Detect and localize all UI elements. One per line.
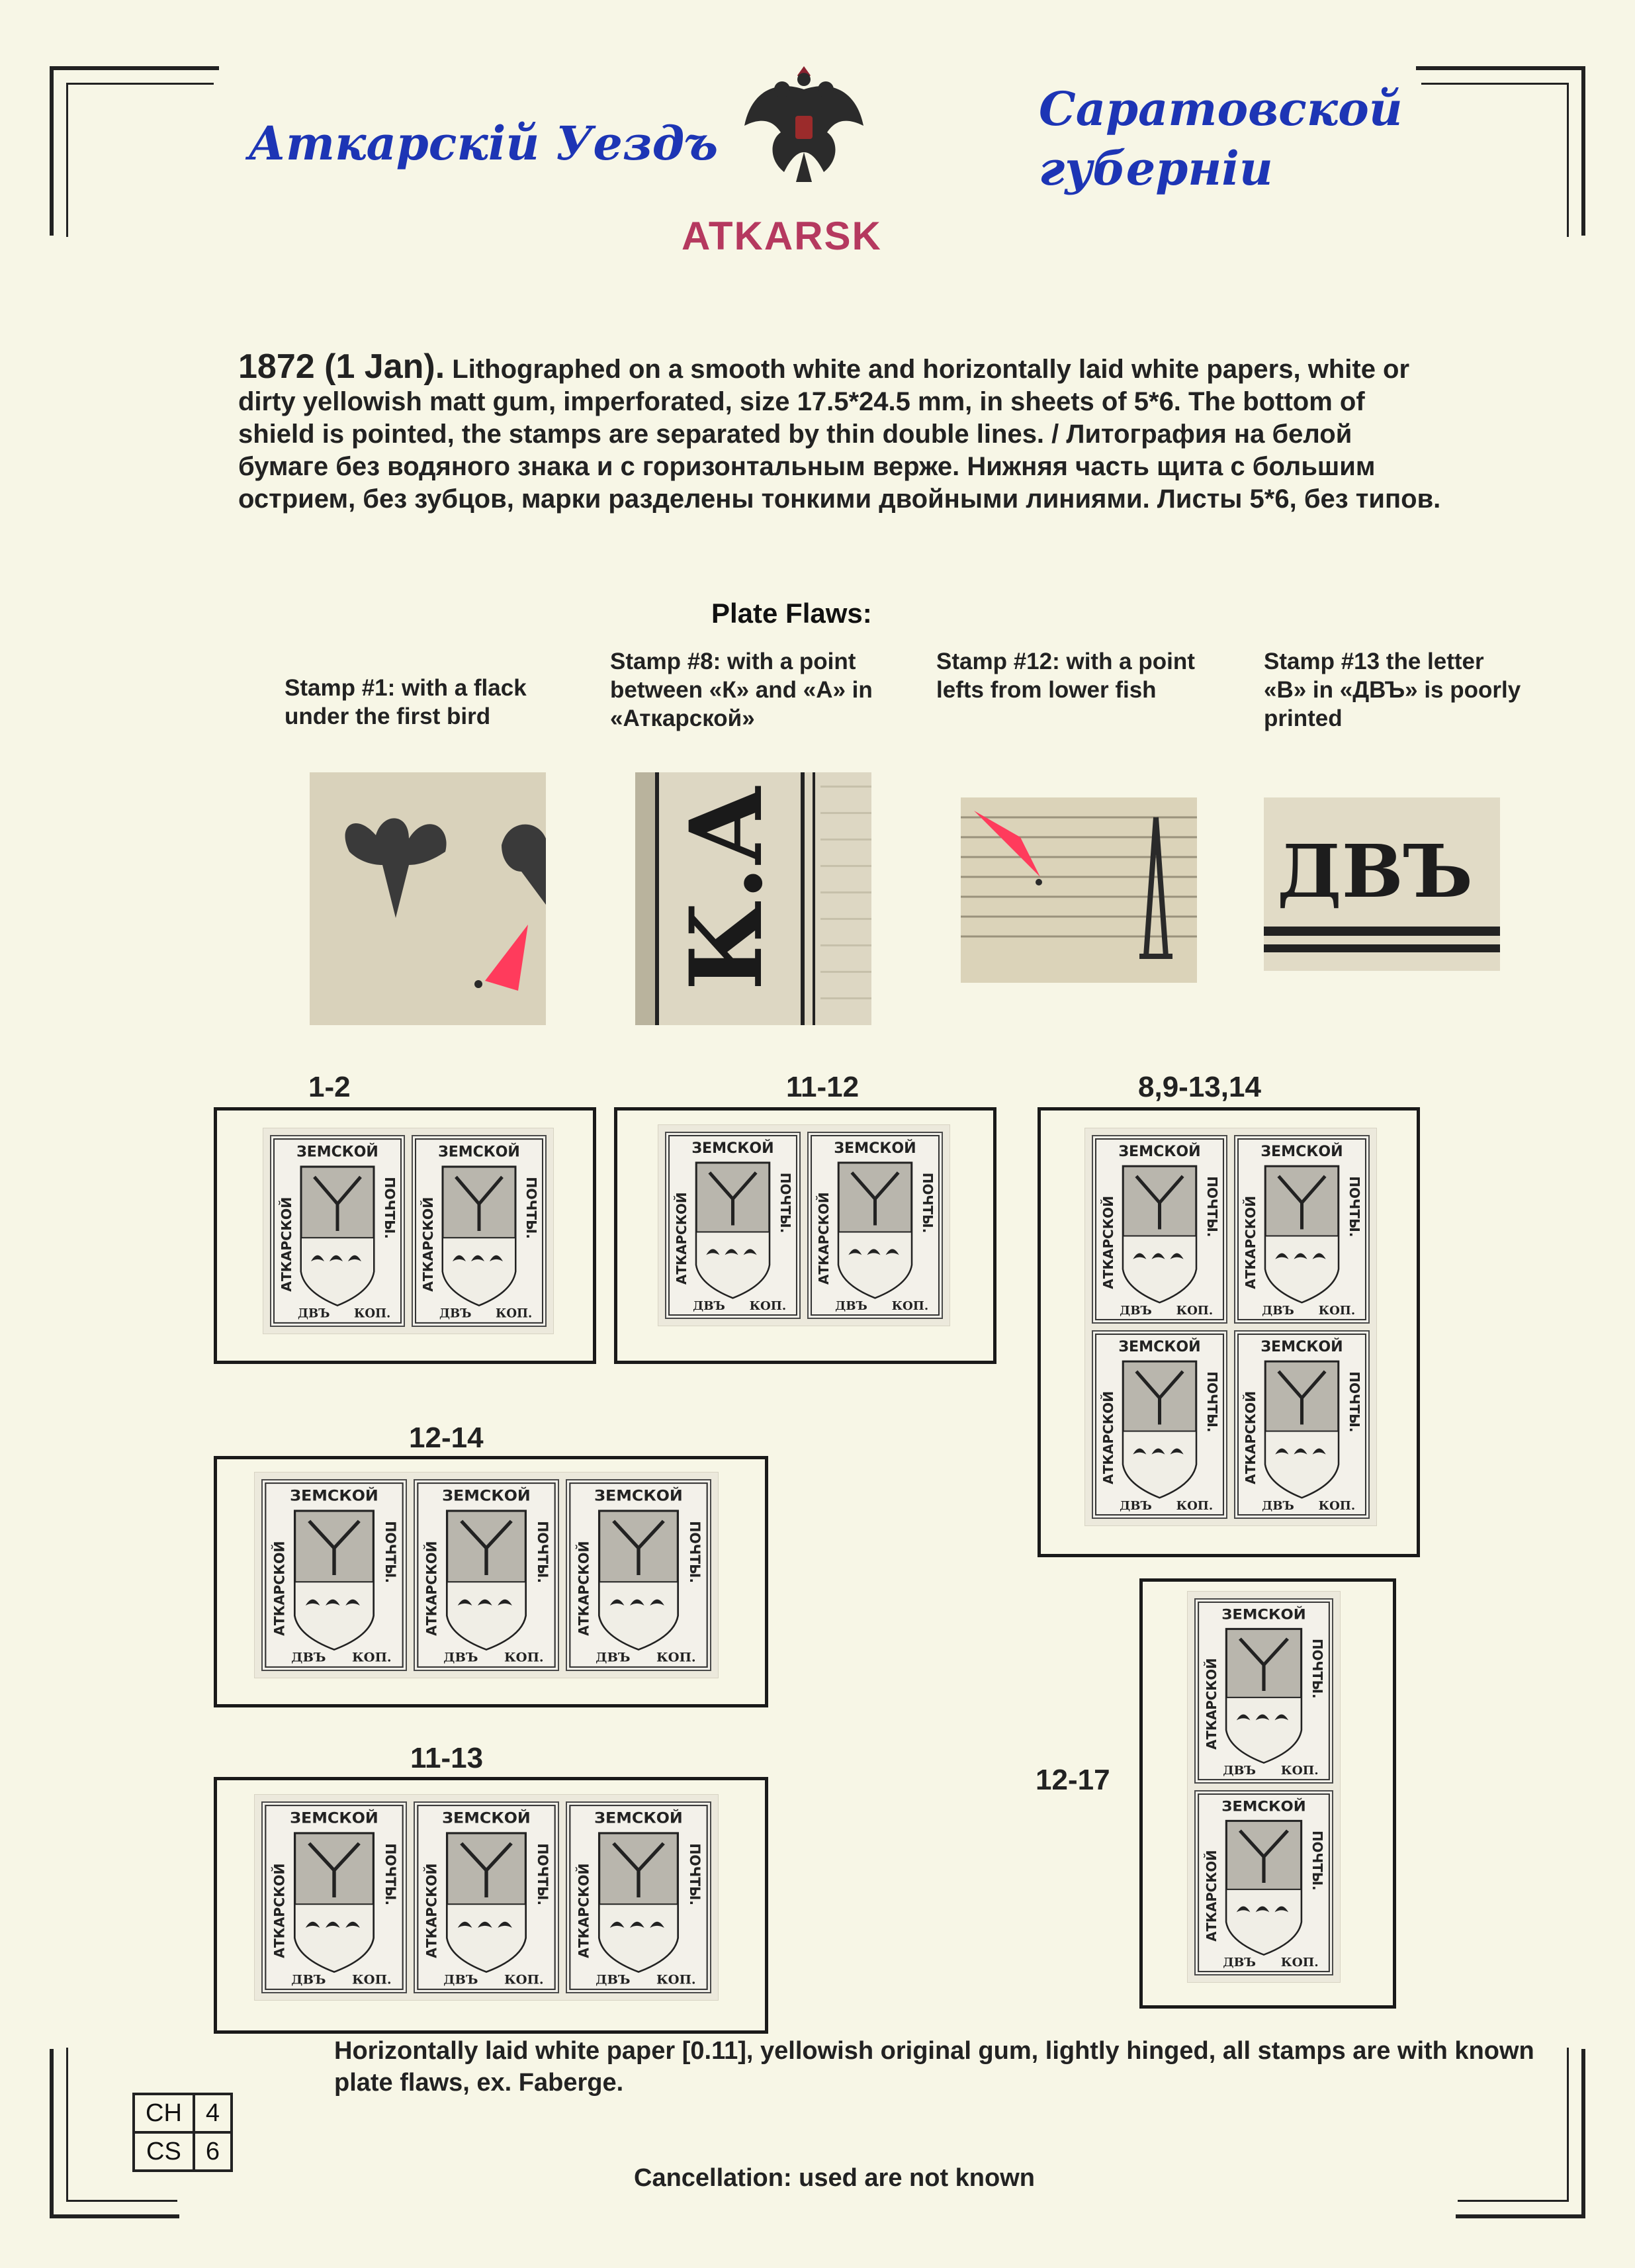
stamp-text-top: ЗЕМСКОЙ xyxy=(691,1140,774,1157)
stamp-text-left: АТКАРСКОЙ xyxy=(1203,1850,1220,1942)
flaw-image-3 xyxy=(961,797,1197,983)
stamp-text-left: АТКАРСКОЙ xyxy=(1243,1390,1259,1484)
stamp-text-bottom-right: КОП. xyxy=(354,1306,391,1321)
group-label-11-13: 11-13 xyxy=(410,1742,484,1774)
flaw-image-2 xyxy=(635,772,871,1025)
stamp xyxy=(261,1801,407,1993)
description-lead: 1872 (1 Jan). xyxy=(238,347,445,386)
stamp-text-left: АТКАРСКОЙ xyxy=(1203,1658,1220,1750)
flaw-image-1 xyxy=(310,772,546,1025)
header-right-script xyxy=(1039,79,1403,199)
stamp-text-left: АТКАРСКОЙ xyxy=(270,1863,288,1958)
stamp-text-top: ЗЕМСКОЙ xyxy=(442,1810,531,1827)
header-right-line2: губерніи xyxy=(1039,141,1273,196)
stamp-text-top: ЗЕМСКОЙ xyxy=(290,1810,378,1827)
flaw-image-4 xyxy=(1264,797,1500,971)
stamp-text-bottom-right: КОП. xyxy=(656,1651,696,1665)
flaw-2-text: К.А xyxy=(668,785,785,991)
cancellation-note: Cancellation: used are not known xyxy=(634,2164,1035,2192)
stamp-block-11-12 xyxy=(658,1125,950,1326)
stamp-text-bottom-right: КОП. xyxy=(352,1973,392,1987)
stamp-text-bottom-right: КОП. xyxy=(1280,1764,1319,1778)
stamp-text-top: ЗЕМСКОЙ xyxy=(296,1143,378,1161)
stamp xyxy=(414,1801,559,1993)
catalog-key: CH xyxy=(134,2094,194,2132)
stamp xyxy=(566,1479,711,1671)
stamp-text-right: ПОЧТЫ. xyxy=(1346,1371,1362,1433)
stamp-text-bottom-left: ДВЪ xyxy=(596,1651,631,1665)
plate-flaws-heading: Plate Flaws: xyxy=(711,598,872,629)
stamp-text-bottom-right: КОП. xyxy=(504,1651,544,1665)
stamp-text-right: ПОЧТЫ. xyxy=(777,1172,793,1234)
stamp-text-top: ЗЕМСКОЙ xyxy=(1260,1338,1343,1356)
stamp-text-bottom-left: ДВЪ xyxy=(443,1651,478,1665)
stamp xyxy=(414,1479,559,1671)
stamp-block-11-13 xyxy=(255,1795,718,2000)
stamp-text-right: ПОЧТЫ. xyxy=(1346,1176,1362,1238)
stamp-block-12-14 xyxy=(255,1473,718,1678)
stamp-text-bottom-right: КОП. xyxy=(656,1973,696,1987)
stamp-text-top: ЗЕМСКОЙ xyxy=(438,1143,520,1161)
stamp-text-top: ЗЕМСКОЙ xyxy=(834,1140,916,1157)
stamp-text-top: ЗЕМСКОЙ xyxy=(290,1488,378,1505)
stamp-text-right: ПОЧТЫ. xyxy=(686,1521,704,1584)
stamp-text-bottom-right: КОП. xyxy=(504,1973,544,1987)
stamp-text-bottom-right: КОП. xyxy=(1176,1498,1214,1513)
stamp-text-right: ПОЧТЫ. xyxy=(686,1843,704,1906)
stamp-text-bottom-left: ДВЪ xyxy=(291,1973,326,1987)
stamp-text-right: ПОЧТЫ. xyxy=(534,1521,552,1584)
stamp-text-bottom-left: ДВЪ xyxy=(298,1306,330,1321)
group-label-8-9-13-14: 8,9-13,14 xyxy=(1138,1071,1261,1103)
stamp-text-bottom-right: КОП. xyxy=(496,1306,533,1321)
header-right-line1: Саратовской xyxy=(1039,81,1403,136)
double-headed-eagle-icon xyxy=(734,53,873,199)
stamp-text-bottom-left: ДВЪ xyxy=(835,1299,867,1314)
stamp-text-right: ПОЧТЫ. xyxy=(1204,1371,1220,1433)
corner-bracket-top-left-inner xyxy=(66,83,214,237)
group-label-12-17: 12-17 xyxy=(1036,1764,1110,1796)
stamp-text-right: ПОЧТЫ. xyxy=(382,1177,398,1240)
stamp xyxy=(412,1135,547,1327)
stamp xyxy=(665,1132,801,1319)
stamp xyxy=(807,1132,943,1319)
stamp-text-bottom-left: ДВЪ xyxy=(1120,1303,1152,1318)
catalog-value: 4 xyxy=(194,2094,232,2132)
stamp xyxy=(566,1801,711,1993)
stamp-text-right: ПОЧТЫ. xyxy=(534,1843,552,1906)
stamp-text-right: ПОЧТЫ. xyxy=(523,1177,539,1240)
stamp-text-right: ПОЧТЫ. xyxy=(1309,1639,1326,1699)
stamp-text-bottom-right: КОП. xyxy=(749,1299,787,1314)
stamp-text-top: ЗЕМСКОЙ xyxy=(1221,1606,1306,1623)
stamp-text-bottom-left: ДВЪ xyxy=(443,1973,478,1987)
stamp-text-left: АТКАРСКОЙ xyxy=(1100,1390,1117,1484)
stamp-text-top: ЗЕМСКОЙ xyxy=(594,1810,683,1827)
stamp-text-bottom-right: КОП. xyxy=(1318,1303,1356,1318)
catalog-row-ch xyxy=(134,2094,232,2132)
flaw-caption-3: Stamp #12: with a point lefts from lower fish xyxy=(936,649,1195,703)
description xyxy=(238,347,1442,516)
stamp-block-1-2 xyxy=(263,1128,553,1334)
stamp-text-left: АТКАРСКОЙ xyxy=(816,1192,832,1285)
catalog-row-cs xyxy=(134,2132,232,2171)
group-label-12-14: 12-14 xyxy=(409,1422,484,1454)
stamp-text-left: АТКАРСКОЙ xyxy=(1243,1195,1259,1289)
catalog-key: CS xyxy=(134,2132,194,2171)
stamp xyxy=(1234,1330,1370,1519)
stamp-text-right: ПОЧТЫ. xyxy=(919,1172,936,1234)
stamp-text-left: АТКАРСКОЙ xyxy=(674,1192,690,1285)
corner-bracket-top-right-inner xyxy=(1421,83,1569,237)
stamp-text-left: АТКАРСКОЙ xyxy=(270,1541,288,1636)
stamp-text-bottom-right: КОП. xyxy=(1176,1303,1214,1318)
stamp-text-bottom-left: ДВЪ xyxy=(1223,1956,1257,1970)
stamp xyxy=(270,1135,405,1327)
stamp-text-bottom-left: ДВЪ xyxy=(291,1651,326,1665)
stamp-text-bottom-right: КОП. xyxy=(352,1651,392,1665)
flaw-caption-1: Stamp #1: with a flack under the first bird xyxy=(285,675,527,729)
flaw-caption-2: Stamp #8: with a point between «К» and «А» in «Аткарской» xyxy=(610,649,873,731)
stamp-text-right: ПОЧТЫ. xyxy=(1309,1831,1326,1891)
stamp-text-right: ПОЧТЫ. xyxy=(382,1521,400,1584)
catalog-value: 6 xyxy=(194,2132,232,2171)
stamp-text-bottom-left: ДВЪ xyxy=(693,1299,725,1314)
stamp-text-top: ЗЕМСКОЙ xyxy=(1118,1338,1201,1356)
stamp xyxy=(1194,1598,1333,1784)
stamp-text-left: АТКАРСКОЙ xyxy=(422,1863,440,1958)
stamp-text-left: АТКАРСКОЙ xyxy=(574,1541,592,1636)
header-left-script: Аткарскій Уездъ xyxy=(248,116,719,171)
stamp-text-bottom-left: ДВЪ xyxy=(1223,1764,1257,1778)
stamp-text-top: ЗЕМСКОЙ xyxy=(594,1488,683,1505)
stamp-text-top: ЗЕМСКОЙ xyxy=(1221,1798,1306,1815)
stamp-block-8-9-13-14 xyxy=(1085,1128,1376,1525)
stamp-text-left: АТКАРСКОЙ xyxy=(574,1863,592,1958)
stamp-text-left: АТКАРСКОЙ xyxy=(422,1541,440,1636)
stamp-text-left: АТКАРСКОЙ xyxy=(279,1197,294,1292)
stamp-text-bottom-left: ДВЪ xyxy=(1120,1498,1152,1513)
stamp-text-left: АТКАРСКОЙ xyxy=(420,1197,436,1292)
group-label-1-2: 1-2 xyxy=(308,1071,351,1103)
flaw-4-text: ДВЪ xyxy=(1277,829,1474,914)
description-text: Lithographed on a smooth white and horizontally laid white papers, white or dirty yellowish matt gum, imperforated, size 17.5*24.5 mm, in sheets of 5*6. The bottom of shield is pointed, the stamps are separated by thin double lines. / Литография на белой бумаге без водяного знака и с горизонтальным верже. Нижняя часть щита с большим острием, без зубцов, марки разделены тонкими двойными линиями. Листы 5*6, без типов. xyxy=(238,355,1441,514)
stamp xyxy=(1092,1135,1227,1324)
catalog-table xyxy=(132,2093,233,2172)
stamp-text-bottom-left: ДВЪ xyxy=(1262,1303,1294,1318)
stamp-text-bottom-right: КОП. xyxy=(1280,1956,1319,1970)
stamp-text-top: ЗЕМСКОЙ xyxy=(1260,1143,1343,1161)
group-label-11-12: 11-12 xyxy=(786,1071,860,1103)
page-title: ATKARSK xyxy=(682,214,882,258)
stamp-text-right: ПОЧТЫ. xyxy=(1204,1176,1220,1238)
stamp-text-top: ЗЕМСКОЙ xyxy=(1118,1143,1201,1161)
stamp-text-bottom-left: ДВЪ xyxy=(596,1973,631,1987)
stamp xyxy=(1234,1135,1370,1324)
flaw-caption-4: Stamp #13 the letter «В» in «ДВЪ» is poorly printed xyxy=(1264,649,1521,731)
stamp xyxy=(261,1479,407,1671)
stamp-text-bottom-right: КОП. xyxy=(891,1299,929,1314)
stamp-text-bottom-right: КОП. xyxy=(1318,1498,1356,1513)
stamp-text-left: АТКАРСКОЙ xyxy=(1100,1195,1117,1289)
stamp-text-top: ЗЕМСКОЙ xyxy=(442,1488,531,1505)
notes: Horizontally laid white paper [0.11], yellowish original gum, lightly hinged, all stamps are with known plate flaws, ex. Faberge. xyxy=(334,2037,1534,2097)
stamp xyxy=(1092,1330,1227,1519)
stamp-text-right: ПОЧТЫ. xyxy=(382,1843,400,1906)
stamp-block-12-17 xyxy=(1188,1592,1340,1982)
stamp xyxy=(1194,1790,1333,1975)
stamp-text-bottom-left: ДВЪ xyxy=(439,1306,472,1321)
stamp-text-bottom-left: ДВЪ xyxy=(1262,1498,1294,1513)
